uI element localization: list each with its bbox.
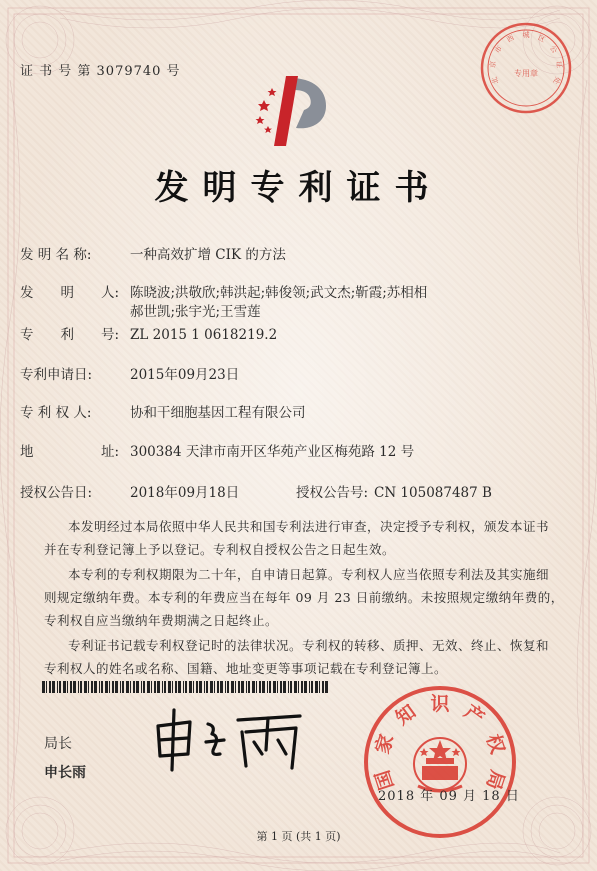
svg-text:京: 京 [488,60,498,69]
signatory-name: 申长雨 [44,765,86,781]
svg-text:局: 局 [481,767,509,793]
field-patent-number [0,326,597,346]
svg-text:产: 产 [459,700,489,730]
field-label: 专利申请日: [20,367,93,383]
svg-text:北: 北 [490,75,501,86]
field-address [0,443,597,463]
field-label: 授权公告号: [296,485,369,501]
field-filing-date [0,366,597,386]
field-label: 地 址: [20,444,120,460]
paragraph-line: 专利证书记载专利权登记时的法律状况。专利权的转移、质押、无效、终止、恢复和 [68,638,550,653]
svg-text:区: 区 [536,33,547,45]
svg-text:公: 公 [548,44,559,55]
svg-text:市: 市 [493,44,504,55]
page-title: 发明专利证书 [154,168,443,208]
field-invention-name [0,246,597,266]
field-value: 协和干细胞基因工程有限公司 [130,405,306,421]
paragraph-line: 本发明经过本局依照中华人民共和国专利法进行审查，决定授予专利权，颁发本证书 [68,519,550,534]
field-value: 2015年09月23日 [130,367,240,383]
svg-text:西: 西 [505,33,516,45]
paragraph-line: 专利权自应当缴纳年费期满之日起终止。 [44,613,279,628]
paragraph-line: 本专利的专利权期限为二十年，自申请日起算。专利权人应当依照专利法及其实施细 [68,567,550,582]
field-grant [0,484,597,504]
field-value: CN 105087487 B [374,485,492,501]
paragraph-line: 专利权人的姓名或名称、国籍、地址变更等事项记载在专利登记簿上。 [44,661,448,676]
field-value: 2018年09月18日 [130,485,240,501]
page-number: 第 1 页 (共 1 页) [256,830,341,843]
handwritten-signature [150,704,310,774]
svg-text:处: 处 [551,75,562,86]
official-seal [360,682,520,842]
field-value: ZL 2015 1 0618219.2 [130,327,278,343]
field-value: 300384 天津市南开区华苑产业区梅苑路 12 号 [130,444,415,460]
field-value: 一种高效扩增 CIK 的方法 [130,247,286,263]
field-value: 陈晓波;洪敬欣;韩洪起;韩俊领;武文杰;靳霞;苏相相 [130,285,428,301]
svg-text:家: 家 [371,731,399,757]
certificate-number: 证 书 号 第 3079740 号 [20,64,181,79]
field-label: 专 利 号: [20,327,120,343]
svg-text:权: 权 [481,731,509,757]
svg-text:证: 证 [554,60,564,69]
paragraph-line: 则规定缴纳年费。本专利的年费应当在每年 09 月 23 日前缴纳。未按照规定缴纳年费的， [44,590,564,605]
seal-date: 2018 年 09 月 18 日 [378,789,520,804]
field-label: 专 利 权 人: [20,405,92,421]
signatory-role: 局长 [44,736,72,752]
cnipa-logo-icon [252,70,332,150]
field-label: 发 明 名 称: [20,247,92,263]
field-label: 发 明 人: [20,285,120,301]
field-value-continued: 郝世凯;张宇光;王雪莲 [130,304,261,320]
svg-text:知: 知 [391,700,421,730]
field-label: 授权公告日: [20,485,93,501]
paragraph-line: 并在专利登记簿上予以登记。专利权自授权公告之日起生效。 [44,542,396,557]
field-patentee [0,404,597,424]
svg-text:识: 识 [430,693,450,715]
svg-text:国: 国 [371,767,399,793]
svg-text:专用章: 专用章 [514,69,538,78]
field-inventors [0,284,597,324]
barcode [42,681,332,693]
svg-text:城: 城 [522,31,530,39]
notary-stamp [478,20,574,116]
